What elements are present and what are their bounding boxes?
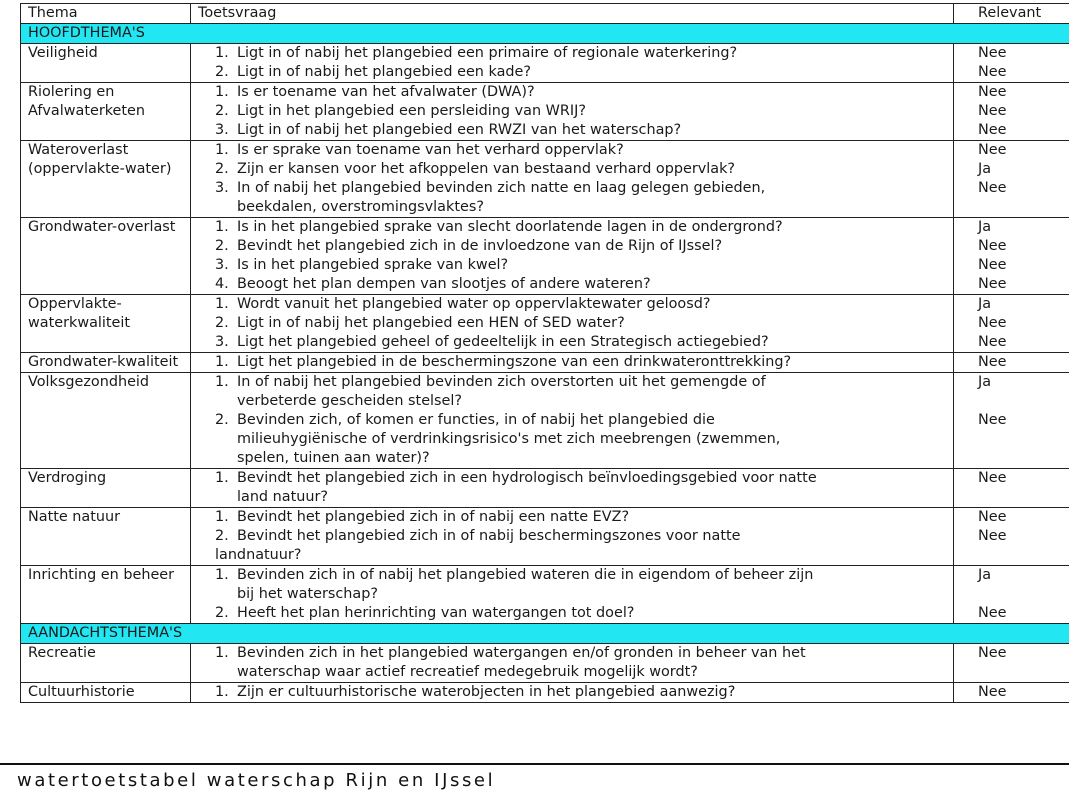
question-text: Is in het plangebied sprake van slecht doorlatende lagen in de ondergrond? [237,219,783,235]
header-toetsvraag: Toetsvraag [191,4,954,24]
relevant-value: Nee [978,509,1007,525]
question-text: Ligt het plangebied geheel of gedeeltelijk in een Strategisch actiegebied? [237,334,769,350]
relevant-value: Ja [978,567,992,583]
header-relevant: Relevant [954,4,1069,24]
relevant-value: Nee [978,605,1007,621]
relevant-cell [954,353,1069,373]
relevant-value: Ja [978,374,992,390]
thema-cell: Verdroging [21,469,191,508]
question-number: 2. [215,605,229,621]
question-number: 3. [215,180,229,196]
table-row-oppervlaktewaterkwaliteit [21,295,1069,353]
thema-cell: Riolering en Afvalwaterketen [21,83,191,141]
question-text-continuation: landnatuur? [215,547,302,563]
question-number: 1. [215,296,229,312]
question-text: Beoogt het plan dempen van slootjes of andere wateren? [237,276,651,292]
thema-cell: Inrichting en beheer [21,566,191,624]
relevant-cell [954,644,1069,683]
relevant-value: Nee [978,257,1007,273]
question-number: 1. [215,684,229,700]
relevant-value: Nee [978,64,1007,80]
question-cell [191,373,954,469]
relevant-cell [954,373,1069,469]
thema-cell: Cultuurhistorie [21,683,191,703]
question-text: Bevindt het plangebied zich in of nabij een natte EVZ? [237,509,630,525]
relevant-cell [954,295,1069,353]
question-number: 2. [215,315,229,331]
section-label-hoofdthemas: HOOFDTHEMA'S [21,24,1069,44]
question-number: 1. [215,645,229,661]
question-cell [191,353,954,373]
relevant-cell [954,44,1069,83]
watertoets-table [20,3,1069,703]
relevant-value: Nee [978,122,1007,138]
relevant-cell [954,469,1069,508]
relevant-value: Nee [978,645,1007,661]
relevant-cell [954,508,1069,566]
relevant-cell [954,83,1069,141]
relevant-cell [954,218,1069,295]
question-number: 1. [215,509,229,525]
question-number: 3. [215,257,229,273]
relevant-value: Nee [978,528,1007,544]
question-text: Ligt het plangebied in de beschermingszone van een drinkwateronttrekking? [237,354,792,370]
relevant-value: Nee [978,412,1007,428]
question-text: In of nabij het plangebied bevinden zich natte en laag gelegen gebieden, beekdalen, overstromingsvlaktes? [237,180,766,215]
table-row-grondwateroverlast [21,218,1069,295]
relevant-cell [954,566,1069,624]
question-text: Is er toename van het afvalwater (DWA)? [237,84,535,100]
question-number: 3. [215,122,229,138]
relevant-value: Nee [978,180,1007,196]
question-number: 1. [215,374,229,390]
question-text: Zijn er kansen voor het afkoppelen van bestaand verhard oppervlak? [237,161,736,177]
question-cell [191,508,954,566]
question-text: Bevindt het plangebied zich in of nabij beschermingszones voor natte [237,528,741,544]
table-row-recreatie [21,644,1069,683]
question-number: 1. [215,142,229,158]
table-row-verdroging [21,469,1069,508]
question-number: 2. [215,528,229,544]
relevant-value: Nee [978,45,1007,61]
question-text: Bevinden zich in of nabij het plangebied wateren die in eigendom of beheer zijn bij het waterschap? [237,567,814,602]
relevant-value: Nee [978,315,1007,331]
relevant-value: Nee [978,103,1007,119]
table-row-riolering [21,83,1069,141]
table-row-volksgezondheid [21,373,1069,469]
question-text: Bevindt het plangebied zich in een hydrologisch beïnvloedingsgebied voor natte land natuur? [237,470,817,505]
question-cell [191,469,954,508]
question-number: 2. [215,64,229,80]
question-cell [191,644,954,683]
question-text: Bevinden zich, of komen er functies, in of nabij het plangebied die milieuhygiënische of verdrinkingsrisico's met zich meebrengen (zwemmen, spelen, tuinen aan water)? [237,412,781,466]
question-text: Is in het plangebied sprake van kwel? [237,257,509,273]
relevant-value: Nee [978,276,1007,292]
thema-cell: Wateroverlast (oppervlakte-water) [21,141,191,218]
question-cell [191,295,954,353]
thema-cell: Natte natuur [21,508,191,566]
table-header-row [21,4,1069,24]
question-cell [191,566,954,624]
table-row-veiligheid [21,44,1069,83]
relevant-value: Nee [978,354,1007,370]
question-text: Ligt in het plangebied een persleiding van WRIJ? [237,103,587,119]
question-number: 2. [215,412,229,428]
relevant-value: Ja [978,161,992,177]
question-text: Ligt in of nabij het plangebied een kade? [237,64,532,80]
thema-cell: Oppervlakte-waterkwaliteit [21,295,191,353]
table-row-inrichting [21,566,1069,624]
relevant-value: Ja [978,219,992,235]
relevant-value: Nee [978,84,1007,100]
relevant-value: Nee [978,334,1007,350]
question-text: Bevinden zich in het plangebied watergangen en/of gronden in beheer van het waterschap waar actief recreatief medegebruik mogelijk wordt? [237,645,806,680]
question-text: In of nabij het plangebied bevinden zich overstorten uit het gemengde of verbeterde gescheiden stelsel? [237,374,766,409]
question-cell [191,218,954,295]
table-caption: watertoetstabel waterschap Rijn en IJssel [17,770,496,791]
question-cell [191,44,954,83]
question-cell [191,141,954,218]
question-number: 3. [215,334,229,350]
question-number: 1. [215,470,229,486]
thema-cell: Recreatie [21,644,191,683]
thema-cell: Grondwater-kwaliteit [21,353,191,373]
question-text: Ligt in of nabij het plangebied een HEN of SED water? [237,315,625,331]
question-number: 1. [215,354,229,370]
section-label-aandachtsthemas: AANDACHTSTHEMA'S [21,624,1069,644]
question-number: 1. [215,219,229,235]
footer-divider [0,763,1069,765]
section-row-hoofdthemas [21,24,1069,44]
header-thema: Thema [21,4,191,24]
section-row-aandachtsthemas [21,624,1069,644]
table-row-cultuurhistorie [21,683,1069,703]
question-text: Ligt in of nabij het plangebied een RWZI van het waterschap? [237,122,682,138]
question-number: 4. [215,276,229,292]
question-cell [191,83,954,141]
question-number: 1. [215,567,229,583]
table-row-grondwaterkwaliteit [21,353,1069,373]
relevant-value: Nee [978,142,1007,158]
table-row-wateroverlast [21,141,1069,218]
relevant-value: Ja [978,296,992,312]
relevant-value: Nee [978,470,1007,486]
question-text: Ligt in of nabij het plangebied een primaire of regionale waterkering? [237,45,738,61]
relevant-cell [954,141,1069,218]
question-number: 2. [215,238,229,254]
question-text: Wordt vanuit het plangebied water op oppervlaktewater geloosd? [237,296,711,312]
relevant-value: Nee [978,238,1007,254]
question-text: Heeft het plan herinrichting van watergangen tot doel? [237,605,635,621]
question-text: Zijn er cultuurhistorische waterobjecten in het plangebied aanwezig? [237,684,736,700]
question-cell [191,683,954,703]
question-number: 1. [215,45,229,61]
thema-cell: Grondwater-overlast [21,218,191,295]
thema-cell: Veiligheid [21,44,191,83]
relevant-cell [954,683,1069,703]
question-number: 2. [215,103,229,119]
thema-cell: Volksgezondheid [21,373,191,469]
relevant-value: Nee [978,684,1007,700]
table-row-natte-natuur [21,508,1069,566]
question-text: Is er sprake van toename van het verhard oppervlak? [237,142,624,158]
question-number: 1. [215,84,229,100]
question-text: Bevindt het plangebied zich in de invloedzone van de Rijn of IJssel? [237,238,723,254]
question-number: 2. [215,161,229,177]
